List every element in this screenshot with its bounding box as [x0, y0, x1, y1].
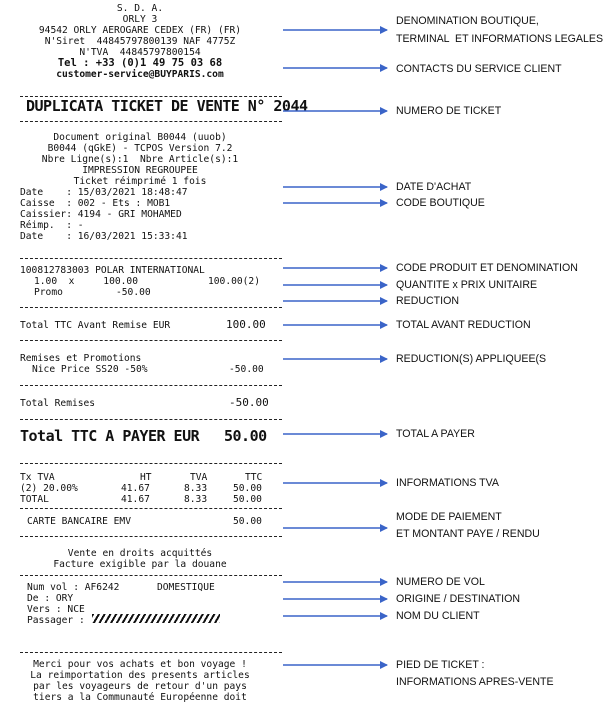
shop-email: customer-service@BUYPARIS.com	[56, 69, 224, 80]
footer-line-4: tiers a la Communauté Européenne doit	[33, 692, 247, 703]
tva-header-ttc: TTC	[245, 472, 263, 483]
shop-address: 94542 ORLY AEROGARE CEDEX (FR) (FR)	[38, 25, 242, 36]
tva-row-rate: (2) 20.00%	[20, 483, 78, 494]
label-ticket-footer: PIED DE TICKET :	[396, 659, 485, 671]
duty-line-2: Facture exigible par la douane	[53, 559, 227, 570]
payment-amount: 50.00	[233, 516, 262, 527]
label-terminal: TERMINAL ET INFORMATIONS LEGALES	[396, 33, 604, 45]
line-total: 100.00(2)	[208, 276, 260, 287]
doc-original: Document original B0044 (uuob)	[53, 132, 227, 143]
discount-value: -50.00	[229, 364, 264, 375]
tva-total-label: TOTAL	[20, 494, 49, 505]
shop-tva: N'TVA 44845797800154	[79, 47, 201, 58]
label-amount-paid: ET MONTANT PAYE / RENDU	[396, 528, 540, 540]
label-quantity: QUANTITE x PRIX UNITAIRE	[396, 279, 538, 291]
label-purchase-date: DATE D'ACHAT	[396, 181, 472, 193]
tva-header-tva: TVA	[190, 472, 208, 483]
shop-siret: N'Siret 44845797800139 NAF 4775Z	[44, 36, 236, 47]
footer-line-1: Merci pour vos achats et bon voyage !	[33, 659, 247, 670]
flight-destination: Vers : NCE	[27, 604, 85, 615]
shop-phone: Tel : +33 (0)1 49 75 03 68	[57, 57, 223, 69]
label-total-before: TOTAL AVANT REDUCTION	[396, 319, 531, 331]
label-total-to-pay: TOTAL A PAYER	[396, 428, 475, 440]
label-ticket-number: NUMERO DE TICKET	[396, 105, 502, 117]
label-reduction: REDUCTION	[396, 295, 459, 307]
label-client-name: NOM DU CLIENT	[396, 610, 480, 622]
tva-row-ttc: 50.00	[233, 483, 262, 494]
footer-line-2: La reimportation des presents articles	[30, 670, 250, 681]
doc-impression: IMPRESSION REGROUPEE	[82, 165, 198, 176]
tva-total-ht: 41.67	[121, 494, 150, 505]
label-discounts-applied: REDUCTION(S) APPLIQUEE(S	[396, 353, 547, 365]
cashier: Caissier: 4194 - GRI MOHAMED	[20, 209, 182, 220]
doc-version: B0044 (qGkE) - TCPOS Version 7.2	[47, 143, 233, 154]
reprint-ref: Réimp. : -	[20, 220, 84, 231]
discount-name: Nice Price SS20 -50%	[32, 364, 148, 375]
label-tva-info: INFORMATIONS TVA	[396, 477, 499, 489]
label-denomination: DENOMINATION BOUTIQUE,	[396, 15, 539, 27]
reprint-date: Date : 16/03/2021 15:33:41	[20, 231, 188, 242]
label-origin-destination: ORIGINE / DESTINATION	[396, 593, 520, 605]
tva-row-tva: 8.33	[184, 483, 208, 494]
register-code: Caisse : 002 - Ets : MOB1	[20, 198, 171, 209]
product-line: 100812783003 POLAR INTERNATIONAL	[20, 265, 205, 276]
total-to-pay-value: 50.00	[224, 427, 267, 445]
duty-line-1: Vente en droits acquittés	[67, 548, 213, 559]
label-product-code: CODE PRODUIT ET DENOMINATION	[396, 262, 578, 274]
payment-method: CARTE BANCAIRE EMV	[27, 516, 131, 527]
total-discounts-label: Total Remises	[20, 398, 96, 409]
purchase-date: Date : 15/03/2021 18:48:47	[20, 187, 188, 198]
total-before-label: Total TTC Avant Remise EUR	[20, 320, 171, 331]
tva-header-ht: HT	[140, 472, 152, 483]
total-to-pay-label: Total TTC A PAYER EUR	[20, 427, 200, 445]
tva-total-ttc: 50.00	[233, 494, 262, 505]
shop-terminal: ORLY 3	[122, 14, 158, 25]
doc-counts: Nbre Ligne(s):1 Nbre Article(s):1	[41, 154, 239, 165]
flight-type: DOMESTIQUE	[157, 582, 215, 593]
tva-total-tva: 8.33	[184, 494, 208, 505]
promo-label: Promo	[34, 287, 63, 298]
flight-number: Num vol : AF6242	[27, 582, 120, 593]
qty-price: 1.00 x 100.00	[34, 276, 138, 287]
total-discounts-value: -50.00	[229, 396, 269, 409]
tva-row-ht: 41.67	[121, 483, 150, 494]
label-after-sales: INFORMATIONS APRES-VENTE	[396, 676, 554, 688]
discounts-heading: Remises et Promotions	[20, 353, 142, 364]
ticket-title: DUPLICATA TICKET DE VENTE N° 2044	[26, 97, 308, 115]
flight-origin: De : ORY	[27, 593, 74, 604]
shop-name: S. D. A.	[116, 3, 164, 14]
label-payment-mode: MODE DE PAIEMENT	[396, 511, 502, 523]
footer-line-3: par les voyageurs de retour d'un pays	[33, 681, 247, 692]
passenger-label: Passager :	[27, 615, 85, 626]
doc-reprint: Ticket réimprimé 1 fois	[73, 176, 207, 187]
promo-value: -50.00	[116, 287, 151, 298]
label-contacts: CONTACTS DU SERVICE CLIENT	[396, 63, 562, 75]
tva-header-rate: Tx TVA	[20, 472, 55, 483]
total-before-value: 100.00	[226, 318, 266, 331]
label-flight-number: NUMERO DE VOL	[396, 576, 485, 588]
label-shop-code: CODE BOUTIQUE	[396, 197, 485, 209]
